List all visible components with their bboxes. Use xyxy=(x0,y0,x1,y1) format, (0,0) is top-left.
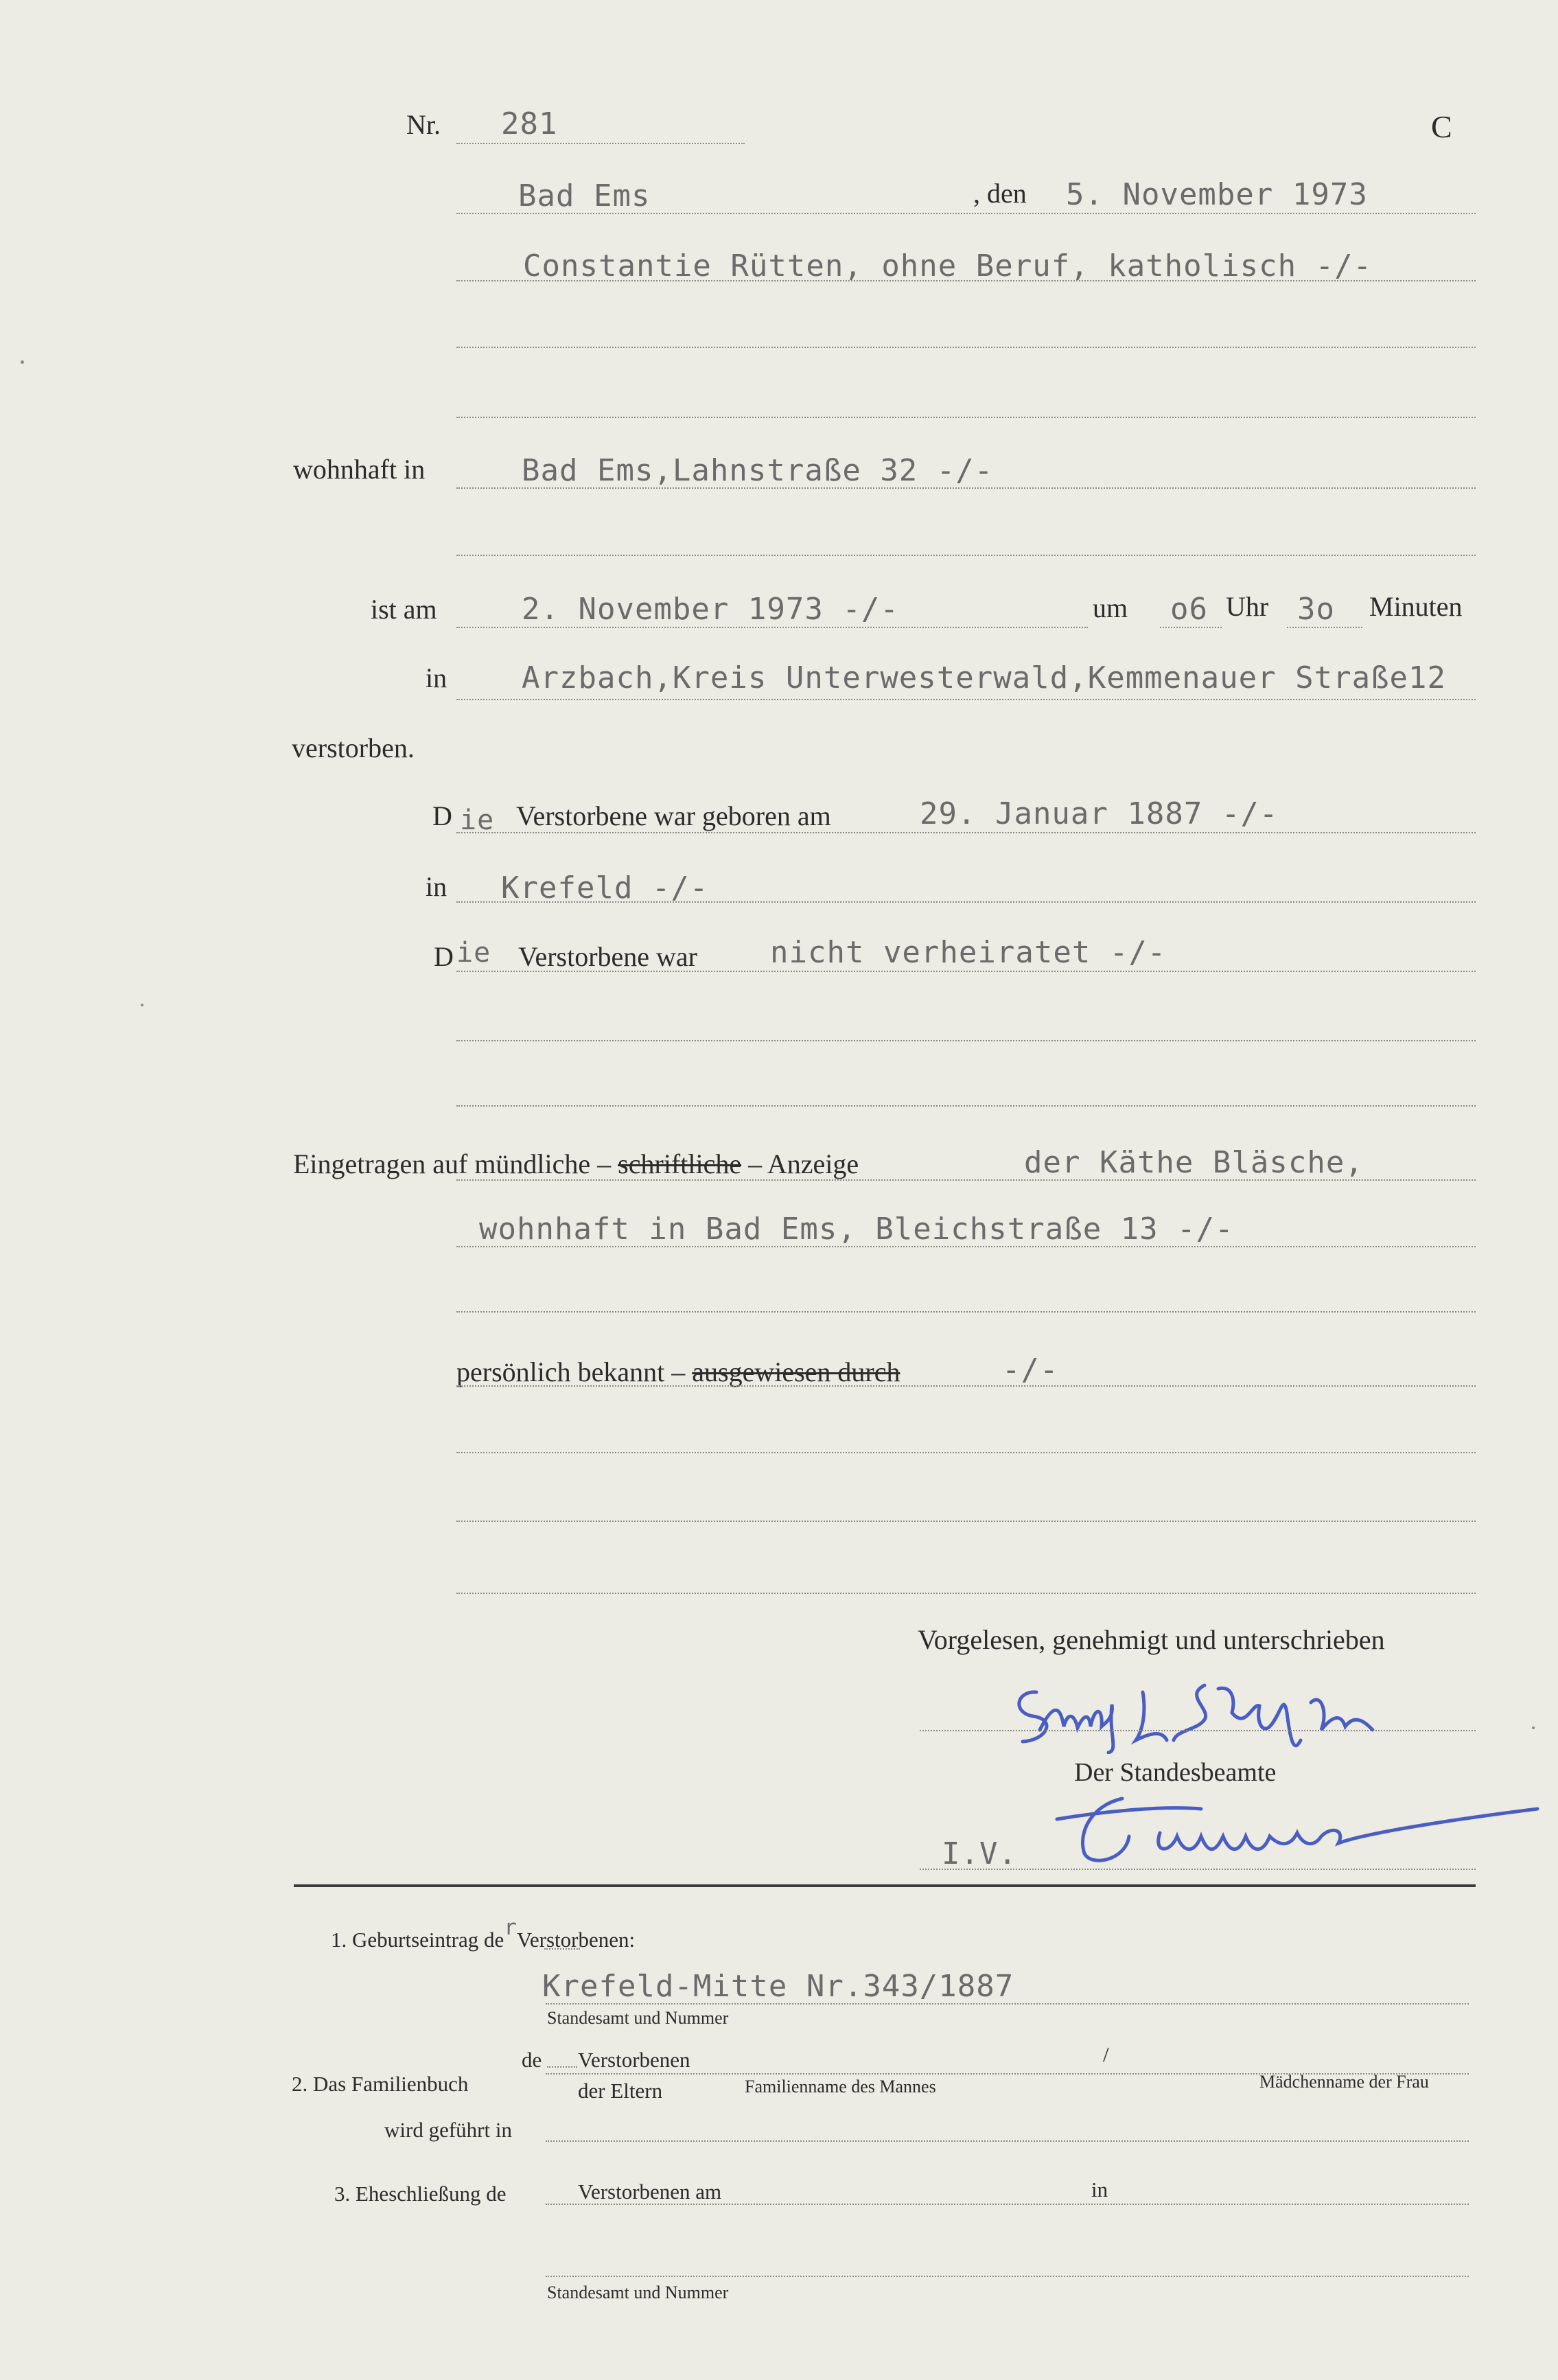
registrar-signature xyxy=(1043,1771,1551,1874)
birth-d-prefix: D xyxy=(432,800,452,831)
death-hour: o6 xyxy=(1170,592,1208,627)
paper-speck xyxy=(21,360,24,364)
death-place: Arzbach,Kreis Unterwesterwald,Kemmenauer Straße12 xyxy=(522,660,1447,695)
birth-place: Krefeld -/- xyxy=(501,870,709,905)
reporter-line xyxy=(456,1179,1476,1181)
footer-item3-caption: Standesamt und Nummer xyxy=(547,2283,729,2302)
birth-date-line xyxy=(456,832,1476,833)
nr-line xyxy=(456,143,745,144)
reporter-name: der Käthe Bläsche, xyxy=(1024,1145,1364,1180)
den-label: , den xyxy=(973,178,1027,209)
birth-label: Verstorbene war geboren am xyxy=(516,800,831,831)
deceased-residence: Bad Ems,Lahnstraße 32 -/- xyxy=(522,453,994,488)
footer-item3-mid: Verstorbenen am xyxy=(578,2180,722,2204)
paper-speck xyxy=(141,1004,143,1006)
death-minutes-line xyxy=(1287,627,1362,628)
birth-register-entry: Krefeld-Mitte Nr.343/1887 xyxy=(542,1969,1014,2004)
footer-item2-caption-right: Mädchenname der Frau xyxy=(1259,2072,1429,2092)
footer-item1-dots xyxy=(544,1948,580,1950)
marital-status: nicht verheiratet -/- xyxy=(770,935,1167,970)
blank-line-9 xyxy=(456,1593,1476,1594)
death-date: 2. November 1973 -/- xyxy=(522,592,899,627)
footer-item3-in: in xyxy=(1091,2177,1108,2202)
identity-label xyxy=(456,1356,900,1388)
footer-item3-line xyxy=(546,2204,1469,2205)
report-struck: schriftliche xyxy=(618,1148,742,1179)
verstorben-label: verstorben. xyxy=(292,732,415,763)
footer-item1-prefix: 1. Geburtseintrag de xyxy=(331,1928,504,1952)
iv-label: I.V. xyxy=(942,1836,1017,1871)
blank-line-5 xyxy=(456,1105,1476,1107)
name-line xyxy=(456,280,1476,281)
footer-item2-label: 2. Das Familienbuch xyxy=(292,2072,469,2096)
marital-d-suffix: ie xyxy=(456,937,491,969)
reporter-residence-line xyxy=(456,1246,1476,1247)
um-label: um xyxy=(1093,592,1128,623)
death-date-label: ist am xyxy=(371,594,437,625)
reporter-signature xyxy=(999,1665,1479,1754)
blank-line-3 xyxy=(456,555,1476,556)
birth-d-suffix: ie xyxy=(460,805,495,836)
reporter-residence: wohnhaft in Bad Ems, Bleichstraße 13 -/- xyxy=(479,1212,1234,1247)
footer-item1-sup: r xyxy=(504,1915,517,1940)
reporter-signature-line xyxy=(920,1730,1476,1731)
deceased-name-line: Constantie Rütten, ohne Beruf, katholisch -/- xyxy=(523,249,1373,284)
marital-d-prefix: D xyxy=(434,941,454,972)
footer-item3-line-2 xyxy=(546,2276,1469,2277)
footer-item2-kept-line xyxy=(546,2140,1469,2142)
birth-place-label: in xyxy=(426,871,447,902)
footer-item2-slash: / xyxy=(1103,2042,1109,2066)
form-letter: C xyxy=(1431,109,1452,144)
death-minutes: 3o xyxy=(1297,592,1335,627)
blank-line-1 xyxy=(456,347,1476,348)
marital-label: Verstorbene war xyxy=(518,941,697,972)
nr-label: Nr. xyxy=(406,109,441,140)
report-label xyxy=(293,1148,859,1180)
registrar-label: Der Standesbeamte xyxy=(1074,1758,1277,1787)
report-prefix: Eingetragen auf mündliche – xyxy=(293,1148,612,1179)
registry-place: Bad Ems xyxy=(518,178,651,213)
footer-item2-bottom: der Eltern xyxy=(578,2079,663,2103)
identity-known: persönlich bekannt – xyxy=(456,1356,686,1387)
birth-place-line xyxy=(456,901,1476,903)
footer-item2-top: Verstorbenen xyxy=(578,2048,690,2072)
death-place-label: in xyxy=(426,662,447,693)
footer-item2-kept-label: wird geführt in xyxy=(384,2118,512,2142)
footer-item3-label: 3. Eheschließung de xyxy=(334,2182,507,2206)
identity-value: -/- xyxy=(1002,1352,1059,1387)
death-date-line xyxy=(456,627,1088,628)
death-hour-line xyxy=(1160,627,1222,628)
footer-item1-line xyxy=(546,2003,1469,2004)
minuten-label: Minuten xyxy=(1369,591,1463,622)
register-number: 281 xyxy=(501,106,558,141)
marital-line xyxy=(456,971,1476,972)
footer-divider xyxy=(294,1884,1476,1887)
blank-line-2 xyxy=(456,417,1476,418)
blank-line-6 xyxy=(456,1311,1476,1313)
footer-item1-caption: Standesamt und Nummer xyxy=(547,2008,729,2028)
registry-date: 5. November 1973 xyxy=(1066,177,1368,212)
place-date-line xyxy=(456,213,1476,214)
footer-item2-de: de xyxy=(522,2048,542,2072)
read-approved-signed: Vorgelesen, genehmigt und unterschrieben xyxy=(918,1624,1385,1655)
footer-item1-suffix: Verstorbenen: xyxy=(516,1928,636,1952)
report-suffix: – Anzeige xyxy=(748,1148,859,1179)
identity-line xyxy=(456,1385,1476,1387)
paper-speck xyxy=(1532,1726,1535,1729)
blank-line-8 xyxy=(456,1521,1476,1522)
blank-line-4 xyxy=(456,1040,1476,1041)
registrar-signature-line xyxy=(920,1869,1476,1870)
residence-label: wohnhaft in xyxy=(293,454,426,485)
death-place-line xyxy=(456,699,1476,700)
residence-line xyxy=(456,487,1476,489)
footer-item1-label xyxy=(331,1915,636,1952)
blank-line-7 xyxy=(456,1452,1476,1453)
footer-item2-caption-mid: Familienname des Mannes xyxy=(745,2077,936,2096)
footer-item2-de-dots xyxy=(547,2066,577,2068)
identity-struck: ausgewiesen durch xyxy=(692,1356,900,1387)
uhr-label: Uhr xyxy=(1226,591,1269,622)
birth-date: 29. Januar 1887 -/- xyxy=(920,796,1279,831)
